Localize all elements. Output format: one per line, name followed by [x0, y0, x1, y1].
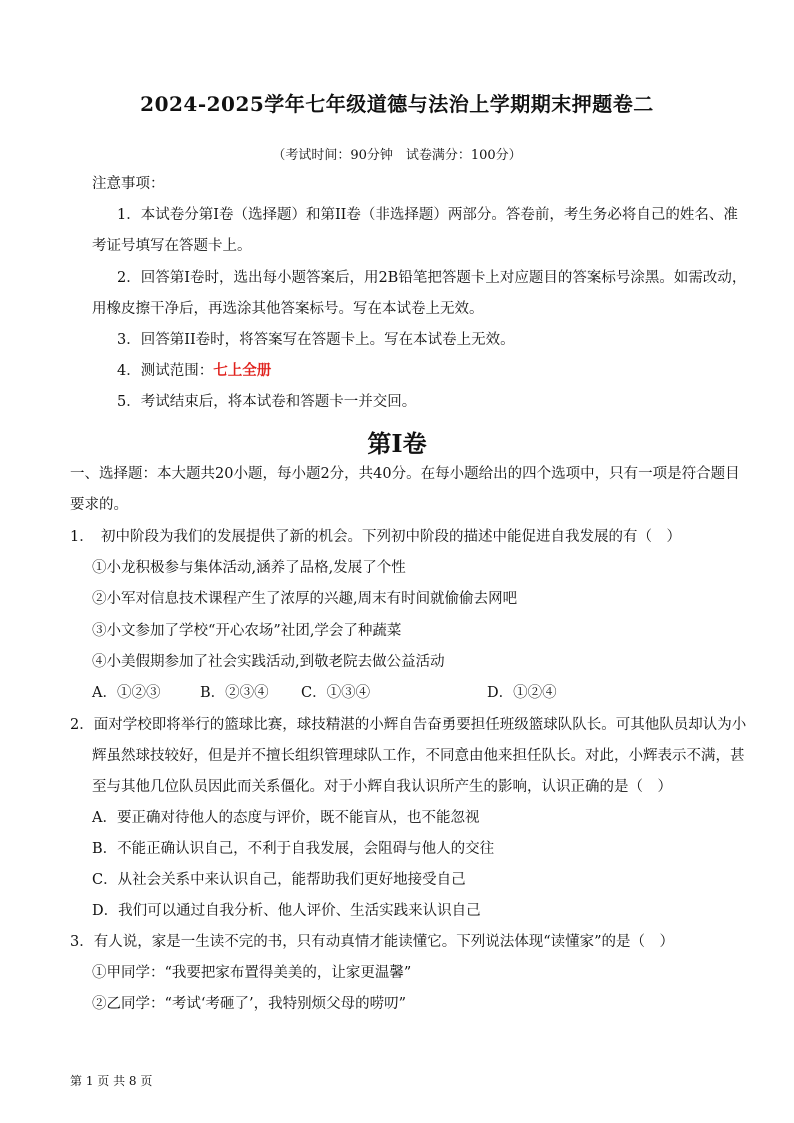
question-1-stem: 1． 初中阶段为我们的发展提供了新的机会。下列初中阶段的描述中能促进自我发展的有（ ）: [70, 529, 681, 545]
notice-item-4: [117, 361, 271, 381]
part-instructions-line-2: 要求的。: [70, 497, 128, 513]
exam-title: 2024-2025学年七年级道德与法治上学期期末押题卷二: [140, 92, 654, 116]
question-2-stem-line-3: 至与其他几位队员因此而关系僵化。对于小辉自我认识所产生的影响，认识正确的是（ ）: [92, 779, 672, 795]
notice-heading: 注意事项：: [92, 176, 165, 192]
question-2-option-b: B．不能正确认识自己，不利于自我发展，会阻碍与他人的交往: [92, 841, 495, 857]
question-1-statement-2: ②小军对信息技术课程产生了浓厚的兴趣,周末有时间就偷偷去网吧: [92, 591, 518, 607]
question-2-stem-line-2: 辉虽然球技较好，但是并不擅长组织管理球队工作，不同意由他来担任队长。对此，小辉表示不满，甚: [92, 748, 745, 764]
question-3-statement-1: ①甲同学：“我要把家布置得美美的，让家更温馨”: [92, 965, 412, 981]
question-2-option-c: C．从社会关系中来认识自己，能帮助我们更好地接受自己: [92, 872, 466, 888]
question-1-option-b: B．②③④: [200, 685, 269, 701]
notice-item-2-line-1: 2．回答第I卷时，选出每小题答案后，用2B铅笔把答题卡上对应题目的答案标号涂黑。如需改动，: [117, 270, 747, 286]
notice-item-5: 5．考试结束后，将本试卷和答题卡一并交回。: [117, 394, 417, 410]
part-instructions-line-1: 一、选择题：本大题共20小题，每小题2分，共40分。在每小题给出的四个选项中，只有一项是符合题目: [70, 466, 740, 482]
test-scope: 七上全册: [213, 362, 272, 379]
question-1-option-a: A．①②③: [92, 685, 161, 701]
notice-item-1-line-1: 1．本试卷分第I卷（选择题）和第II卷（非选择题）两部分。答卷前，考生务必将自己的姓名、准: [117, 207, 738, 223]
question-2-option-a: A．要正确对待他人的态度与评价，既不能盲从，也不能忽视: [92, 810, 480, 826]
exam-time-and-score: （考试时间：90分钟 试卷满分：100分）: [272, 148, 522, 163]
notice-item-2-line-2: 用橡皮擦干净后，再选涂其他答案标号。写在本试卷上无效。: [92, 301, 484, 317]
notice-item-4-label: 4．测试范围：: [117, 363, 214, 379]
question-2-stem-line-1: 2．面对学校即将举行的篮球比赛，球技精湛的小辉自告奋勇要担任班级篮球队队长。可其他队员却认为小: [70, 717, 747, 733]
page-footer: 第 1 页 共 8 页: [70, 1074, 153, 1088]
notice-item-1-line-2: 考证号填写在答题卡上。: [92, 238, 252, 254]
question-3-stem: 3．有人说，家是一生读不完的书，只有动真情才能读懂它。下列说法体现“读懂家”的是（ ）: [70, 934, 675, 950]
question-2-option-d: D．我们可以通过自我分析、他人评价、生活实践来认识自己: [92, 903, 481, 919]
question-1-statement-1: ①小龙积极参与集体活动,涵养了品格,发展了个性: [92, 560, 406, 576]
notice-item-3: 3．回答第II卷时，将答案写在答题卡上。写在本试卷上无效。: [117, 332, 515, 348]
question-1-option-d: D．①②④: [487, 685, 557, 701]
question-3-statement-2: ②乙同学：“考试‘考砸了’，我特别烦父母的唠叨”: [92, 996, 407, 1012]
question-1-option-c: C．①③④: [301, 685, 371, 701]
question-1-statement-4: ④小美假期参加了社会实践活动,到敬老院去做公益活动: [92, 654, 445, 670]
section-title: 第I卷: [367, 429, 427, 458]
question-1-statement-3: ③小文参加了学校“开心农场”社团,学会了种蔬菜: [92, 623, 402, 639]
